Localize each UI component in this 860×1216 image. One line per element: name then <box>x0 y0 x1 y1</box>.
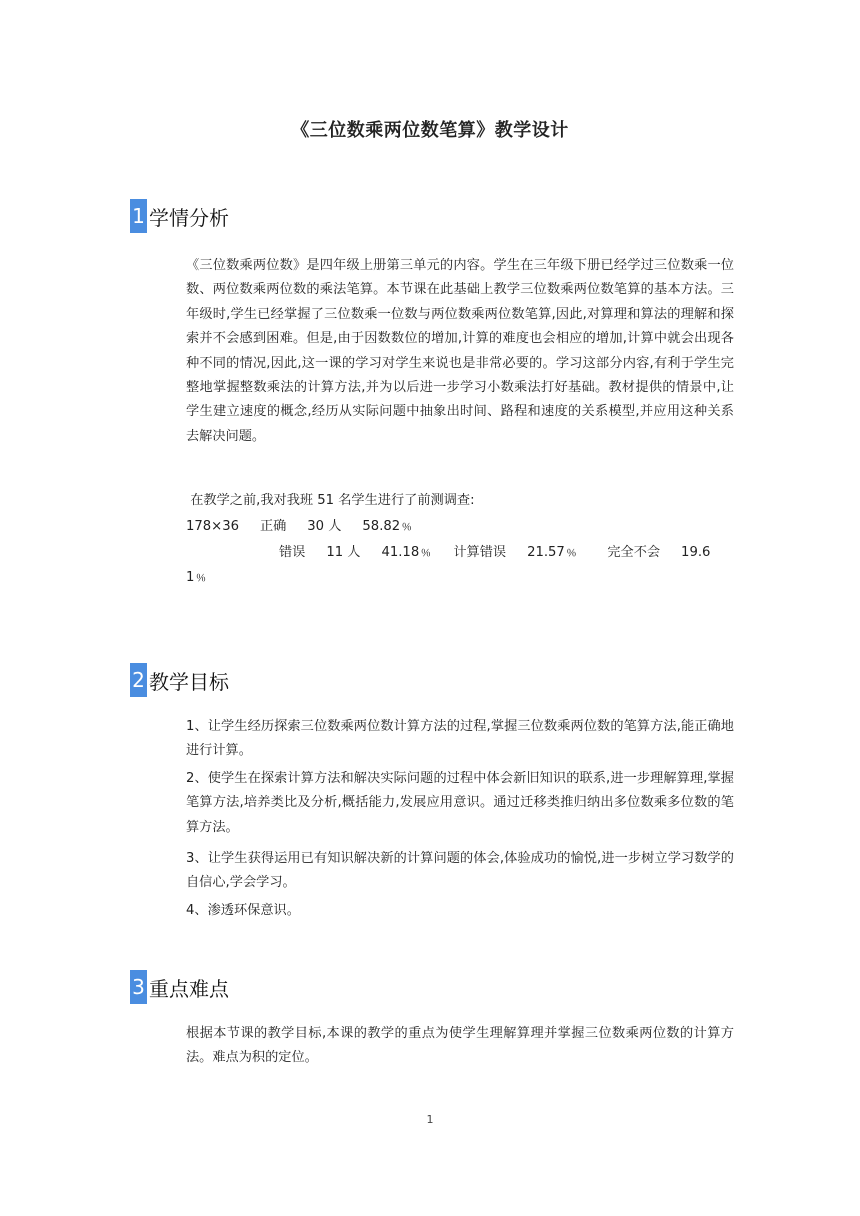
section-3-header <box>130 970 229 1004</box>
document-title: 《三位数乘两位数笔算》教学设计 <box>291 120 569 141</box>
section-3-title: 重点难点 <box>149 976 229 1001</box>
objective-item-3: 3、让学生获得运用已有知识解决新的计算问题的体会,体验成功的愉悦,进一步树立学习数学的自信心,学会学习。 <box>186 851 734 891</box>
section-1-paragraph: 《三位数乘两位数》是四年级上册第三单元的内容。学生在三年级下册已经学过三位数乘一位数、两位数乘两位数的乘法笔算。本节课在此基础上教学三位数乘两位数笔算的基本方法。三年级时,学生已经掌握了三位数乘一位数与两位数乘两位数笔算,因此,对算理和算法的理解和探索并不会感到困难。但是,由于因数数位的增加,计算的难度也会相应的增加,计算中就会出现各种不同的情况,因此,这一课的学习对学生来说也是非常必要的。学习这部分内容,有利于学生完整地掌握整数乘法的计算方法,并为以后进一步学习小数乘法打好基础。教材提供的情景中,让学生建立速度的概念,经历从实际问题中抽象出时间、路程和速度的关系模型,并应用这种关系去解决问题。 <box>186 258 734 444</box>
section-1-header <box>130 199 229 233</box>
survey-line-3: 1﹪ <box>186 570 208 585</box>
survey-intro: 在教学之前,我对我班 51 名学生进行了前测调查: <box>186 493 475 508</box>
objective-item-2: 2、使学生在探索计算方法和解决实际问题的过程中体会新旧知识的联系,进一步理解算理,掌握笔算方法,培养类比及分析,概括能力,发展应用意识。通过迁移类推归纳出多位数乘多位数的笔算方法。 <box>186 771 734 835</box>
section-1-title: 学情分析 <box>149 205 229 230</box>
survey-line-2: 错误 11 人 41.18﹪ 计算错误 21.57﹪ 完全不会 19.6 <box>279 545 711 560</box>
section-2-header <box>130 663 229 697</box>
section-1-number: 1 <box>130 199 147 233</box>
section-3-number: 3 <box>130 970 147 1004</box>
section-3-paragraph: 根据本节课的教学目标,本课的教学的重点为使学生理解算理并掌握三位数乘两位数的计算方法。难点为积的定位。 <box>186 1026 734 1066</box>
objective-item-1: 1、让学生经历探索三位数乘两位数计算方法的过程,掌握三位数乘两位数的笔算方法,能正确地进行计算。 <box>186 719 734 759</box>
page-number: 1 <box>426 1113 434 1126</box>
objective-item-4: 4、渗透环保意识。 <box>186 903 300 918</box>
section-2-title: 教学目标 <box>149 669 229 694</box>
section-2-number: 2 <box>130 663 147 697</box>
survey-line-1: 178×36 正确 30 人 58.82﹪ <box>186 519 414 534</box>
